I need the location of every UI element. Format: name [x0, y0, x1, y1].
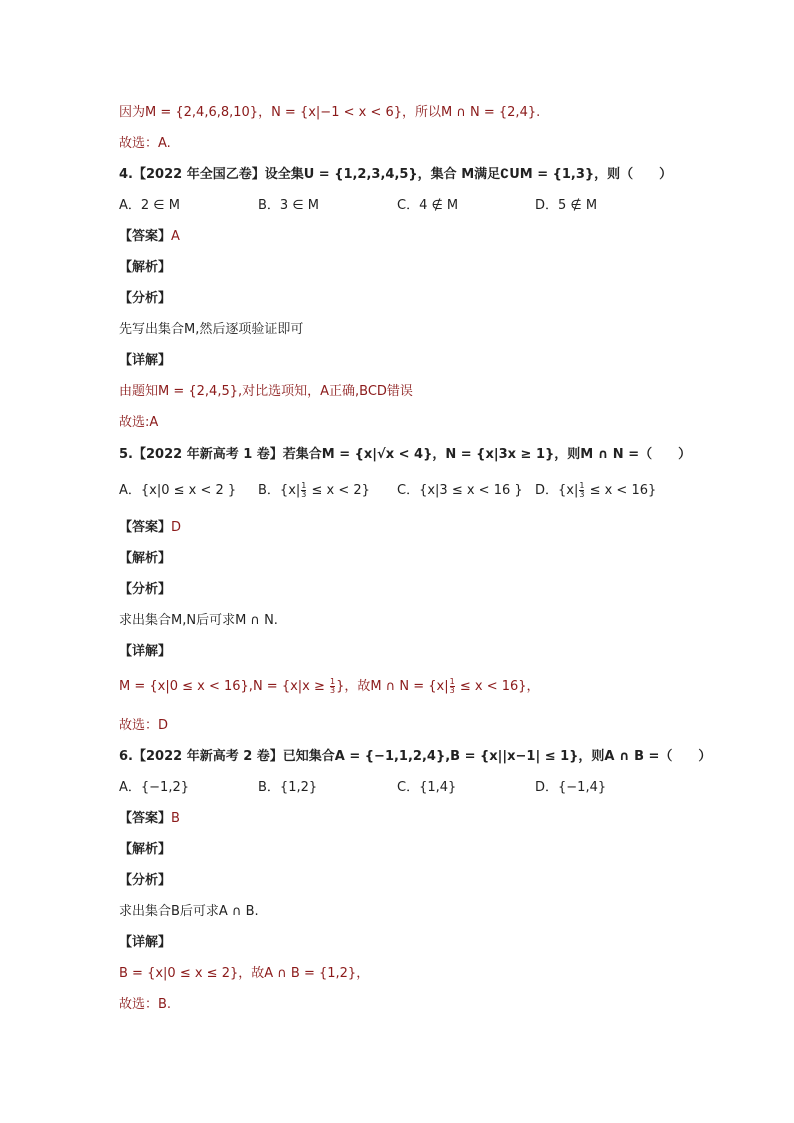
- q5-detail-tag: 【详解】: [119, 644, 172, 659]
- q5-option-d-head: D．{x|: [535, 483, 579, 498]
- q4-answer: [119, 228, 754, 246]
- q4-conclusion: 故选:A: [119, 415, 159, 430]
- q5-detail-part-1: M = {x|0 ≤ x < 16},N = {x|x ≥: [119, 679, 330, 694]
- answer-tag: 【答案】: [119, 811, 172, 826]
- q5-option-d-tail: ≤ x < 16}: [585, 483, 657, 498]
- fraction-denominator: 3: [330, 686, 336, 695]
- fraction: [330, 678, 335, 695]
- q5-fenxi: 求出集合M,N后可求M ∩ N.: [119, 613, 278, 628]
- q4-fenxi: 先写出集合M,然后逐项验证即可: [119, 322, 304, 337]
- answer-tag: 【答案】: [119, 229, 172, 244]
- fraction-numerator: 1: [301, 481, 307, 490]
- q6-option-b: B．{1,2}: [258, 780, 318, 795]
- q4-analysis-tag: 【解析】: [119, 260, 172, 275]
- q4-option-b: B．3 ∈ M: [258, 198, 319, 213]
- fraction-numerator: 1: [579, 481, 585, 490]
- q5-detail-part-3: ≤ x < 16}，: [455, 679, 540, 694]
- fraction-denominator: 3: [449, 686, 455, 695]
- q4-fenxi-tag: 【分析】: [119, 291, 172, 306]
- answer-value: B: [171, 811, 180, 826]
- answer-value: A: [171, 229, 180, 244]
- q5-answer: [119, 519, 754, 537]
- intro-conclusion: 故选：A.: [119, 136, 171, 151]
- fraction-denominator: 3: [579, 490, 585, 499]
- answer-tag: 【答案】: [119, 520, 172, 535]
- q6-stem: 6.【2022 年新高考 2 卷】已知集合A = {−1,1,2,4},B = {x||x−1| ≤ 1}，则A ∩ B =（ ）: [119, 749, 712, 764]
- fraction: [579, 482, 584, 499]
- q4-detail: 由题知M = {2,4,5},对比选项知，A正确,BCD错误: [119, 384, 413, 399]
- q5-detail-part-2: }，故M ∩ N = {x|: [336, 679, 449, 694]
- q6-option-a: A．{−1,2}: [119, 780, 190, 795]
- q5-analysis-tag: 【解析】: [119, 551, 172, 566]
- q5-option-b-tail: ≤ x < 2}: [307, 483, 370, 498]
- q6-option-c: C．{1,4}: [397, 780, 457, 795]
- q6-detail: B = {x|0 ≤ x ≤ 2}，故A ∩ B = {1,2}，: [119, 966, 370, 981]
- q6-detail-tag: 【详解】: [119, 935, 172, 950]
- fraction-numerator: 1: [449, 677, 455, 686]
- q6-fenxi: 求出集合B后可求A ∩ B.: [119, 904, 259, 919]
- q6-option-d: D．{−1,4}: [535, 780, 607, 795]
- q6-fenxi-tag: 【分析】: [119, 873, 172, 888]
- fraction-denominator: 3: [301, 490, 307, 499]
- q4-option-d: D．5 ∉ M: [535, 198, 598, 213]
- q6-answer: [119, 810, 754, 828]
- answer-value: D: [171, 520, 182, 535]
- q5-fenxi-tag: 【分析】: [119, 582, 172, 597]
- fraction-numerator: 1: [330, 677, 336, 686]
- q4-option-a: A．2 ∈ M: [119, 198, 180, 213]
- q5-conclusion: 故选：D: [119, 718, 169, 733]
- q5-stem: 5.【2022 年新高考 1 卷】若集合M = {x|√x < 4}，N = {x|3x ≥ 1}，则M ∩ N =（ ）: [119, 447, 692, 462]
- intro-text: 因为M = {2,4,6,8,10}，N = {x|−1 < x < 6}，所以M ∩ N = {2,4}.: [119, 105, 541, 120]
- fraction: [301, 482, 306, 499]
- q5-option-c: C．{x|3 ≤ x < 16 }: [397, 483, 523, 498]
- q5-option-d: [535, 481, 656, 501]
- q4-detail-tag: 【详解】: [119, 353, 172, 368]
- q4-stem: 4.【2022 年全国乙卷】设全集U = {1,2,3,4,5}，集合 M满足∁UM = {1,3}，则（ ）: [119, 167, 673, 182]
- q6-analysis-tag: 【解析】: [119, 842, 172, 857]
- fraction: [450, 678, 455, 695]
- q5-option-b: [258, 481, 370, 501]
- q5-option-b-head: B．{x|: [258, 483, 301, 498]
- q5-option-a: A．{x|0 ≤ x < 2 }: [119, 483, 237, 498]
- q5-detail: [119, 678, 754, 696]
- q4-option-c: C．4 ∉ M: [397, 198, 459, 213]
- q6-conclusion: 故选：B.: [119, 997, 172, 1012]
